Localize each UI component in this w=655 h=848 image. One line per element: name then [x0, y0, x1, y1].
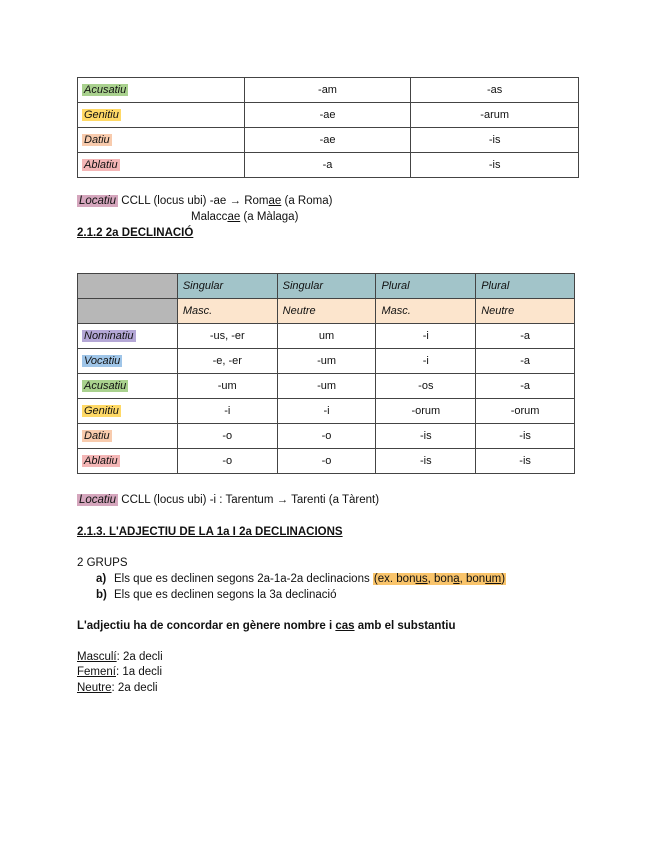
section-heading-2-1-2: 2.1.2 2a DECLINACIÓ — [77, 227, 194, 239]
locatiu-label: Locatiu — [79, 494, 117, 506]
column-header: Plural — [376, 274, 476, 299]
locatiu-label: Locatiu — [79, 195, 117, 207]
table-cell: -a — [476, 349, 575, 374]
groups-title: 2 GRUPS — [77, 557, 128, 569]
table-cell: -a — [476, 324, 575, 349]
locatiu-text: CCLL (locus ubi) -i : Tarentum → Tarenti (a Tàrent) — [118, 494, 380, 506]
list-item: b) Els que es declinen segons la 3a declinació — [96, 589, 337, 601]
column-header: Singular — [177, 274, 277, 299]
table-cell: -o — [277, 424, 376, 449]
table-cell: -i — [376, 349, 476, 374]
concordance-rule: L'adjectiu ha de concordar en gènere nombre i cas amb el substantiu — [77, 620, 456, 632]
table-cell: -is — [376, 424, 476, 449]
table-cell: -is — [476, 449, 575, 474]
list-item: a) Els que es declinen segons 2a-1a-2a declinacions (ex. bonus, bona, bonum) — [96, 573, 506, 585]
table-cell: um — [277, 324, 376, 349]
table-cell: -ae — [244, 128, 411, 153]
section-heading-2-1-3: 2.1.3. L'ADJECTIU DE LA 1a I 2a DECLINACIONS — [77, 526, 343, 538]
table-cell: -o — [177, 424, 277, 449]
table-cell: -e, -er — [177, 349, 277, 374]
column-header: Singular — [277, 274, 376, 299]
locatiu-note-1-line2: Malaccae (a Màlaga) — [191, 211, 299, 223]
case-label-genitiu: Genitiu — [84, 405, 119, 417]
case-label-ablatiu: Ablatiu — [84, 159, 118, 171]
gender-line-neutre: Neutre: 2a decli — [77, 682, 158, 694]
first-declension-table — [77, 77, 579, 178]
table-cell: -um — [277, 349, 376, 374]
table-subheader-row — [78, 299, 575, 324]
list-marker: a) — [96, 573, 107, 585]
table-cell: -o — [277, 449, 376, 474]
case-label-vocatiu: Vocatiu — [84, 355, 121, 367]
table-row — [78, 324, 575, 349]
table-cell: -arum — [411, 103, 579, 128]
second-declension-table — [77, 273, 575, 474]
case-label-nominatiu: Nominatiu — [84, 330, 134, 342]
case-label-ablatiu: Ablatiu — [84, 455, 118, 467]
table-cell: -i — [277, 399, 376, 424]
list-marker: b) — [96, 589, 107, 601]
gender-header: Masc. — [376, 299, 476, 324]
case-label-datiu: Datiu — [84, 430, 110, 442]
case-label-datiu: Datiu — [84, 134, 110, 146]
gender-header: Neutre — [476, 299, 575, 324]
gender-header: Masc. — [177, 299, 277, 324]
table-row — [78, 103, 579, 128]
table-cell: -is — [411, 153, 579, 178]
empty-header-cell — [78, 274, 178, 299]
table-cell: -us, -er — [177, 324, 277, 349]
table-row — [78, 128, 579, 153]
table-row — [78, 449, 575, 474]
table-cell: -i — [376, 324, 476, 349]
empty-header-cell — [78, 299, 178, 324]
table-cell: -i — [177, 399, 277, 424]
table-row — [78, 78, 579, 103]
gender-line-femeni: Femení: 1a decli — [77, 666, 163, 678]
locatiu-text: CCLL (locus ubi) -ae → Rom — [118, 195, 269, 207]
table-cell: -um — [277, 374, 376, 399]
table-row — [78, 349, 575, 374]
locatiu-note-1: Locatiu CCLL (locus ubi) -ae → Romae (a Roma) — [79, 195, 333, 207]
locatiu-note-2 — [77, 494, 379, 506]
table-cell: -a — [244, 153, 411, 178]
table-cell: -orum — [476, 399, 575, 424]
gender-line-masculi: Masculí: 2a decli — [77, 651, 163, 663]
table-cell: -os — [376, 374, 476, 399]
table-cell: -is — [411, 128, 579, 153]
table-row — [78, 424, 575, 449]
table-cell: -as — [411, 78, 579, 103]
table-cell: -orum — [376, 399, 476, 424]
table-cell: -o — [177, 449, 277, 474]
table-cell: -a — [476, 374, 575, 399]
gender-header: Neutre — [277, 299, 376, 324]
table-cell: -is — [376, 449, 476, 474]
example-highlight: (ex. bonus, bona, bonum) — [373, 573, 506, 585]
column-header: Plural — [476, 274, 575, 299]
table-cell: -am — [244, 78, 411, 103]
table-cell: -um — [177, 374, 277, 399]
table-cell: -ae — [244, 103, 411, 128]
case-label-genitiu: Genitiu — [84, 109, 119, 121]
table-header-row — [78, 274, 575, 299]
table-row — [78, 374, 575, 399]
table-row — [78, 153, 579, 178]
case-label-acusatiu: Acusatiu — [84, 84, 127, 96]
case-label-acusatiu: Acusatiu — [84, 380, 127, 392]
table-cell: -is — [476, 424, 575, 449]
table-row — [78, 399, 575, 424]
